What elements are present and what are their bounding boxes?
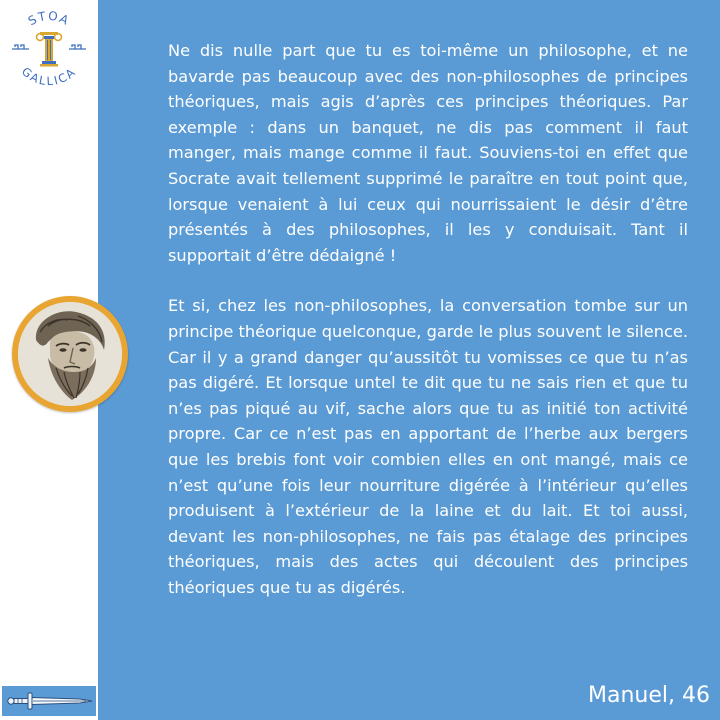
source-reference: Manuel, 46: [588, 683, 710, 708]
logo-bottom-text: GALLICA: [18, 64, 80, 89]
logo-top-text: STOA: [25, 8, 73, 29]
svg-text:GALLICA: [19, 64, 79, 88]
quote-panel: [98, 0, 720, 720]
quote-text: [168, 38, 688, 600]
portrait-medallion: [12, 296, 128, 412]
ionic-column-icon: [6, 6, 92, 96]
dagger-emblem: [2, 686, 96, 716]
philosopher-portrait-icon: [18, 302, 122, 406]
quote-paragraph-1: Ne dis nulle part que tu es toi-même un philosophe, et ne bavarde pas beaucoup avec des non-philosophes de principes théoriques, mais agis d’après ces principes théoriques. Par exemple : dans un banquet, ne dis pas comment il faut manger, mais mange comme il faut. Souviens-toi en effet que Socrate avait tellement supprimé le paraître en tout point que, lorsque venaient à lui ceux qui nourrissaient le désir d’être présentés à des philosophes, il les y conduisait. Tant il supportait d’être dédaigné !: [168, 41, 688, 265]
portrait-frame: [18, 302, 122, 406]
dagger-icon: [2, 686, 96, 716]
svg-text:STOA: [26, 9, 72, 29]
quote-paragraph-2: Et si, chez les non-philosophes, la conversation tombe sur un principe théorique quelconque, garde le plus souvent le silence. Car il y a grand danger qu’aussitôt tu vomisses ce que tu n’as pas digéré. Et lorsque untel te dit que tu ne sais rien et que tu n’es pas piqué au vif, sache alors que tu as initié ton activité propre. Car ce n’est pas en apportant de l’herbe aux bergers que les brebis font voir combien elles en ont mangé, mais ce n’est qu’une fois leur nourriture digérée à l’intérieur qu’elles produisent à l’extérieur de la laine et du lait. Et toi aussi, devant les non-philosophes, ne fais pas étalage des principes théoriques, mais des actes qui découlent des principes théoriques que tu as digérés.: [168, 296, 688, 597]
stoa-gallica-logo: [6, 6, 92, 96]
